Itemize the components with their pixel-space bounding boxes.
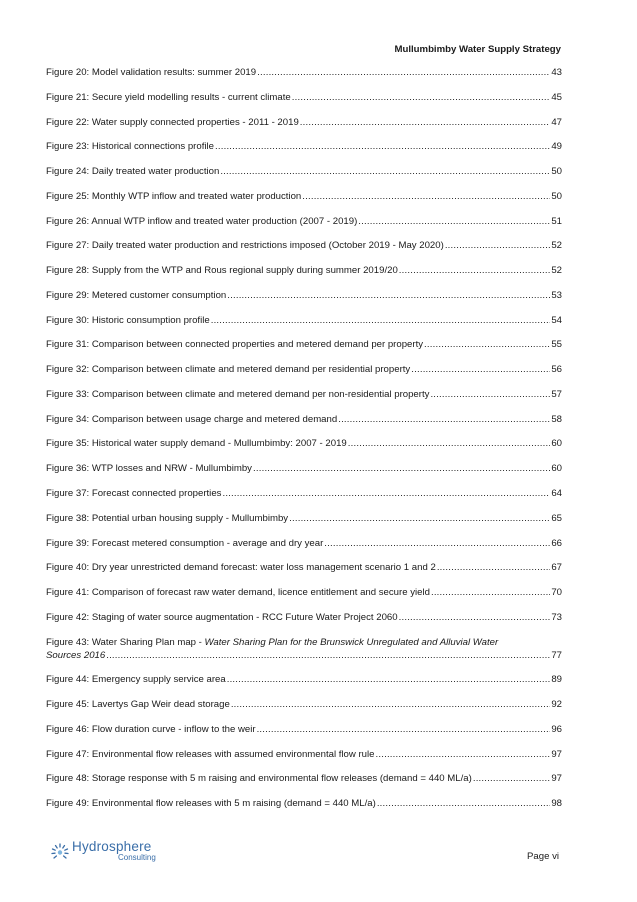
toc-dot-leader bbox=[348, 437, 551, 450]
toc-entry-figure-39[interactable] bbox=[46, 537, 562, 550]
toc-entry-label: Figure 47: Environmental flow releases with assumed environmental flow rule bbox=[46, 748, 375, 760]
toc-dot-leader bbox=[445, 239, 551, 252]
toc-entry-figure-35[interactable] bbox=[46, 437, 562, 450]
toc-entry-label: Figure 32: Comparison between climate and metered demand per residential property bbox=[46, 364, 411, 376]
toc-entry-label: Figure 35: Historical water supply demand - Mullumbimby: 2007 - 2019 bbox=[46, 438, 347, 450]
toc-entry-page: 50 bbox=[551, 190, 562, 202]
toc-dot-leader bbox=[377, 797, 551, 810]
toc-entry-page: 47 bbox=[551, 116, 562, 128]
toc-entry-figure-42[interactable] bbox=[46, 611, 562, 624]
toc-dot-leader bbox=[338, 413, 550, 426]
toc-dot-leader bbox=[430, 388, 550, 401]
toc-entry-label: Figure 40: Dry year unrestricted demand forecast: water loss management scenario 1 and 2 bbox=[46, 562, 436, 574]
toc-entry-label: Figure 20: Model validation results: summer 2019 bbox=[46, 67, 257, 78]
toc-entry-figure-46[interactable] bbox=[46, 723, 562, 736]
toc-dot-leader bbox=[358, 215, 550, 228]
toc-dot-leader bbox=[227, 673, 551, 686]
toc-dot-leader bbox=[399, 611, 551, 624]
toc-entry-label: Figure 23: Historical connections profile bbox=[46, 141, 214, 153]
logo-subtitle: Consulting bbox=[118, 853, 156, 862]
toc-entry-label: Figure 41: Comparison of forecast raw water demand, licence entitlement and secure yield bbox=[46, 587, 430, 599]
toc-dot-leader bbox=[375, 748, 550, 761]
toc-entry-page: 57 bbox=[551, 388, 562, 400]
toc-entry-figure-27[interactable] bbox=[46, 239, 562, 252]
hydrosphere-logo bbox=[50, 841, 156, 863]
toc-entry-label: Figure 31: Comparison between connected properties and metered demand per property bbox=[46, 339, 424, 351]
toc-dot-leader bbox=[257, 66, 550, 79]
toc-entry-figure-21[interactable] bbox=[46, 91, 562, 104]
toc-entry-label: Figure 27: Daily treated water production and restrictions imposed (October 2019 - May 2020) bbox=[46, 240, 444, 252]
toc-entry-page: 64 bbox=[551, 488, 562, 500]
toc-dot-leader bbox=[437, 561, 551, 574]
toc-entry-figure-30[interactable] bbox=[46, 314, 562, 327]
toc-entry-label-italic-cont: Sources 2016 bbox=[46, 649, 106, 661]
toc-entry-label: Figure 21: Secure yield modelling results - current climate bbox=[46, 91, 291, 103]
toc-entry-page: 56 bbox=[551, 364, 562, 376]
toc-entry-page: 60 bbox=[551, 463, 562, 475]
toc-entry-page: 66 bbox=[551, 537, 562, 549]
toc-entry-page: 53 bbox=[551, 289, 562, 301]
page-number: Page vi bbox=[527, 851, 559, 862]
toc-entry-label-prefix: Figure 43: Water Sharing Plan map - bbox=[46, 636, 205, 648]
toc-dot-leader bbox=[222, 487, 550, 500]
toc-entry-page: 54 bbox=[551, 314, 562, 326]
toc-entry-label: Figure 33: Comparison between climate and metered demand per non-residential property bbox=[46, 388, 430, 400]
toc-entry-figure-41[interactable] bbox=[46, 586, 562, 599]
toc-dot-leader bbox=[227, 289, 550, 302]
toc-entry-label: Figure 37: Forecast connected properties bbox=[46, 488, 222, 500]
toc-dot-leader bbox=[289, 512, 550, 525]
toc-entry-label: Figure 22: Water supply connected properties - 2011 - 2019 bbox=[46, 116, 299, 128]
toc-entry-figure-47[interactable] bbox=[46, 748, 562, 761]
toc-entry-page: 45 bbox=[551, 91, 562, 103]
toc-entry-label: Figure 25: Monthly WTP inflow and treated water production bbox=[46, 190, 302, 202]
toc-entry-page: 77 bbox=[551, 649, 562, 661]
toc-entry-figure-22[interactable] bbox=[46, 116, 562, 129]
toc-entry-figure-33[interactable] bbox=[46, 388, 562, 401]
toc-entry-page: 73 bbox=[551, 611, 562, 623]
toc-entry-figure-28[interactable] bbox=[46, 264, 562, 277]
toc-dot-leader bbox=[411, 363, 550, 376]
toc-entry-label: Figure 38: Potential urban housing supply - Mullumbimby bbox=[46, 512, 289, 524]
toc-entry-page: 51 bbox=[551, 215, 562, 227]
toc-entry-page: 49 bbox=[551, 141, 562, 153]
toc-dot-leader bbox=[220, 165, 550, 178]
toc-entry-figure-43[interactable] bbox=[46, 636, 562, 662]
toc-entry-figure-36[interactable] bbox=[46, 462, 562, 475]
toc-entry-label-italic: Water Sharing Plan for the Brunswick Unregulated and Alluvial Water bbox=[204, 636, 499, 648]
toc-entry-page: 89 bbox=[551, 674, 562, 686]
toc-entry-page: 98 bbox=[551, 798, 562, 810]
toc-entry-label: Figure 36: WTP losses and NRW - Mullumbimby bbox=[46, 463, 252, 475]
toc-entry-page: 52 bbox=[551, 240, 562, 252]
running-header-title: Mullumbimby Water Supply Strategy bbox=[394, 44, 561, 55]
toc-entry-page: 96 bbox=[551, 723, 562, 735]
toc-entry-figure-45[interactable] bbox=[46, 698, 562, 711]
toc-entry-figure-32[interactable] bbox=[46, 363, 562, 376]
toc-entry-page: 65 bbox=[551, 512, 562, 524]
toc-entry-page: 92 bbox=[551, 699, 562, 711]
toc-entry-figure-20[interactable] bbox=[46, 66, 562, 79]
toc-entry-figure-49[interactable] bbox=[46, 797, 562, 810]
toc-entry-label: Figure 46: Flow duration curve - inflow to the weir bbox=[46, 723, 256, 735]
toc-entry-page: 67 bbox=[551, 562, 562, 574]
toc-dot-leader bbox=[211, 314, 551, 327]
toc-entry-page: 60 bbox=[551, 438, 562, 450]
toc-entry-page: 55 bbox=[551, 339, 562, 351]
toc-entry-figure-48[interactable] bbox=[46, 772, 562, 785]
toc-dot-leader bbox=[253, 462, 550, 475]
toc-entry-label: Figure 45: Lavertys Gap Weir dead storage bbox=[46, 699, 230, 711]
toc-dot-leader bbox=[300, 116, 551, 129]
toc-entry-page: 70 bbox=[551, 587, 562, 599]
toc-entry-page: 50 bbox=[551, 166, 562, 178]
toc-entry-figure-34[interactable] bbox=[46, 413, 562, 426]
list-of-figures bbox=[46, 66, 562, 822]
toc-entry-label: Figure 24: Daily treated water production bbox=[46, 166, 220, 178]
toc-entry-figure-25[interactable] bbox=[46, 190, 562, 203]
toc-entry-page: 58 bbox=[551, 413, 562, 425]
toc-entry-label: Figure 39: Forecast metered consumption - average and dry year bbox=[46, 537, 324, 549]
toc-entry-page: 97 bbox=[551, 773, 562, 785]
toc-dot-leader bbox=[215, 140, 550, 153]
toc-dot-leader bbox=[473, 772, 551, 785]
toc-dot-leader bbox=[302, 190, 550, 203]
toc-entry-label: Figure 48: Storage response with 5 m raising and environmental flow releases (demand = 440 ML/a) bbox=[46, 773, 472, 785]
toc-entry-figure-37[interactable] bbox=[46, 487, 562, 500]
toc-entry-figure-26[interactable] bbox=[46, 215, 562, 228]
toc-entry-figure-29[interactable] bbox=[46, 289, 562, 302]
toc-dot-leader bbox=[431, 586, 550, 599]
toc-dot-leader bbox=[106, 649, 550, 662]
toc-entry-label: Figure 28: Supply from the WTP and Rous regional supply during summer 2019/20 bbox=[46, 265, 398, 277]
toc-dot-leader bbox=[399, 264, 551, 277]
logo-swirl-icon bbox=[50, 842, 70, 862]
toc-entry-page: 97 bbox=[551, 748, 562, 760]
toc-dot-leader bbox=[324, 537, 550, 550]
toc-entry-figure-40[interactable] bbox=[46, 561, 562, 574]
toc-entry-figure-38[interactable] bbox=[46, 512, 562, 525]
toc-entry-figure-24[interactable] bbox=[46, 165, 562, 178]
toc-entry-page: 43 bbox=[551, 67, 562, 78]
toc-dot-leader bbox=[424, 338, 550, 351]
toc-entry-label: Figure 44: Emergency supply service area bbox=[46, 674, 226, 686]
toc-entry-label: Figure 26: Annual WTP inflow and treated water production (2007 - 2019) bbox=[46, 215, 358, 227]
logo-wordmark: Hydrosphere bbox=[72, 839, 152, 854]
toc-entry-label: Figure 34: Comparison between usage charge and metered demand bbox=[46, 413, 338, 425]
toc-entry-page: 52 bbox=[551, 265, 562, 277]
toc-entry-label: Figure 30: Historic consumption profile bbox=[46, 314, 210, 326]
toc-entry-label: Figure 29: Metered customer consumption bbox=[46, 289, 227, 301]
toc-dot-leader bbox=[257, 723, 551, 736]
toc-entry-label: Figure 42: Staging of water source augmentation - RCC Future Water Project 2060 bbox=[46, 611, 398, 623]
toc-dot-leader bbox=[292, 91, 551, 104]
toc-dot-leader bbox=[231, 698, 551, 711]
toc-entry-figure-23[interactable] bbox=[46, 140, 562, 153]
toc-entry-label: Figure 49: Environmental flow releases with 5 m raising (demand = 440 ML/a) bbox=[46, 798, 376, 810]
toc-entry-figure-44[interactable] bbox=[46, 673, 562, 686]
toc-entry-figure-31[interactable] bbox=[46, 338, 562, 351]
